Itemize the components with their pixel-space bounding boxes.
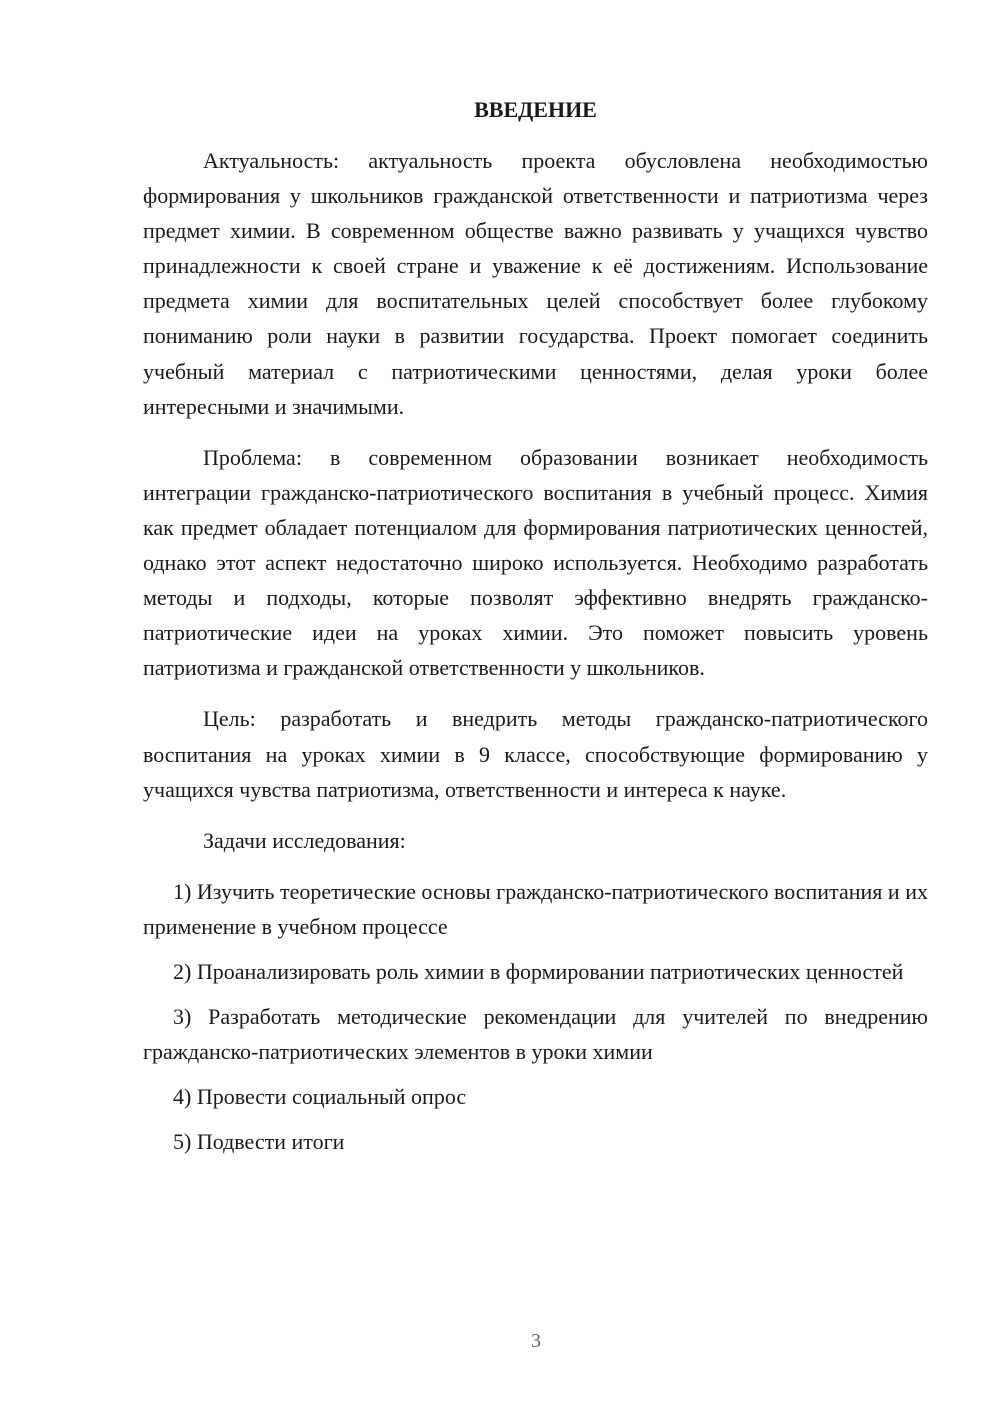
goal-paragraph: Цель: разработать и внедрить методы гражданско-патриотического воспитания на уроках химии в 9 классе, способствующие формированию у учащихся чувства патриотизма, ответственности и интереса к науке. [143, 706, 928, 802]
problem-paragraph: Проблема: в современном образовании возникает необходимость интеграции гражданско-патриотического воспитания в учебный процесс. Химия как предмет обладает потенциалом для формирования патриотических ценностей, однако этот аспект недостаточно широко используется. Необходимо разработать методы и подходы, которые позволят эффективно внедрять гражданско-патриотические идеи на уроках химии. Это поможет повысить уровень патриотизма и гражданской ответственности у школьников. [143, 444, 928, 681]
tasks-heading: Задачи исследования: [203, 827, 406, 853]
document-page [143, 92, 928, 1169]
relevance-paragraph: Актуальность: актуальность проекта обусловлена необходимостью формирования у школьников гражданской ответственности и патриотизма через предмет химии. В современном обществе важно развивать у учащихся чувство принадлежности к своей стране и уважение к её достижениям. Использование предмета химии для воспитательных целей способствует более глубокому пониманию роли науки в развитии государства. Проект помогает соединить учебный материал с патриотическими ценностями, делая уроки более интересными и значимыми. [143, 148, 928, 419]
task-item-5: 5) Подвести итоги [173, 1129, 345, 1155]
task-item-4: 4) Провести социальный опрос [173, 1084, 467, 1110]
task-item-3: 3) Разработать методические рекомендации для учителей по внедрению гражданско-патриотических элементов в уроки химии [143, 1004, 928, 1065]
page-number: 3 [531, 1330, 541, 1352]
task-item-2: 2) Проанализировать роль химии в формировании патриотических ценностей [173, 958, 904, 984]
section-title: ВВЕДЕНИЕ [474, 97, 597, 122]
task-item-1: 1) Изучить теоретические основы гражданско-патриотического воспитания и их применение в учебном процессе [143, 878, 928, 939]
